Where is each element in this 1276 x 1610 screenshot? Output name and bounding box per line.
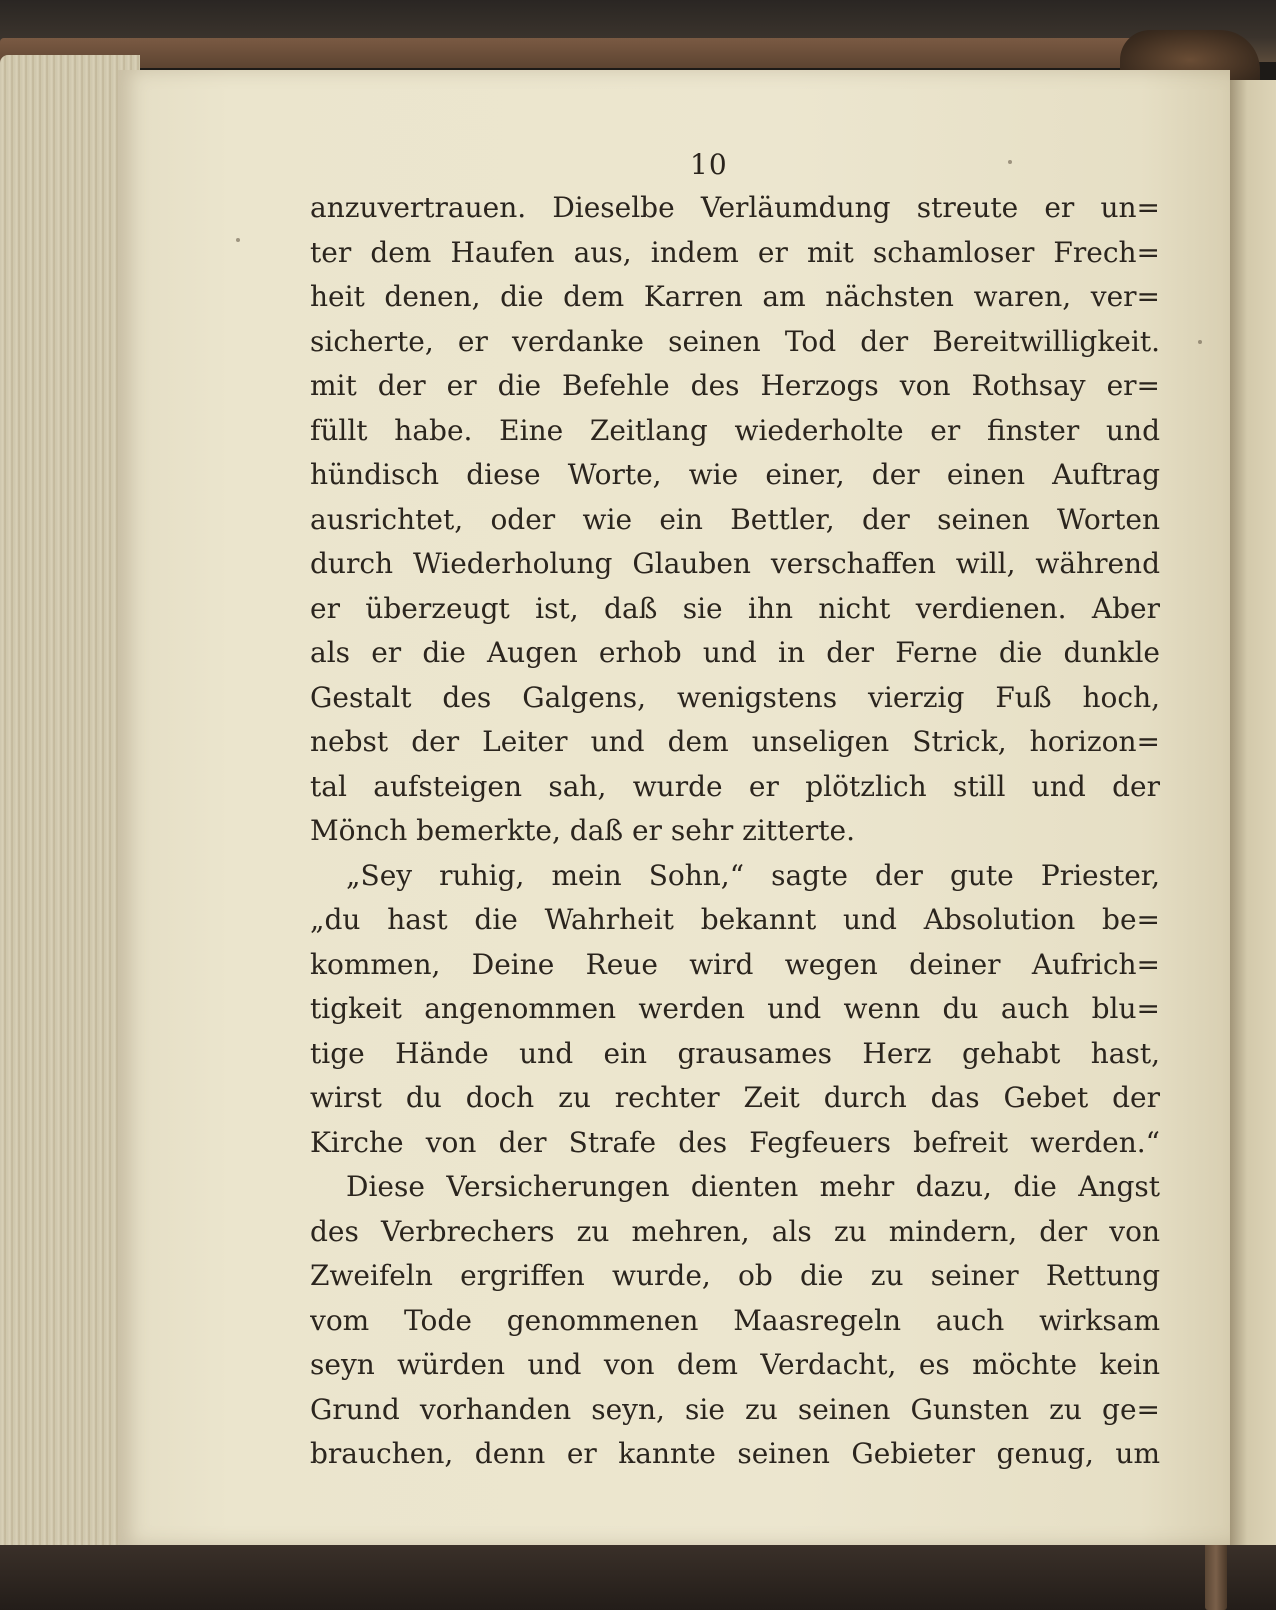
paper-spot (1198, 340, 1202, 344)
text-line: er überzeugt ist, daß sie ihn nicht verdienen. Aber (310, 591, 1160, 625)
paper-spot (236, 238, 240, 242)
text-line: seyn würden und von dem Verdacht, es möchte kein (310, 1348, 1160, 1381)
text-line: Zweifeln ergriffen wurde, ob die zu seiner Rettung (310, 1259, 1160, 1292)
text-line: sicherte, er verdanke seinen Tod der Bereitwilligkeit. (310, 324, 1160, 358)
scan-background-bottom (0, 1545, 1276, 1610)
text-line: mit der er die Befehle des Herzogs von Rothsay er= (310, 369, 1160, 402)
text-line: „Sey ruhig, mein Sohn,“ sagte der gute Priester, (346, 858, 1160, 892)
text-line: ter dem Haufen aus, indem er mit schamloser Frech= (310, 235, 1160, 269)
text-line: hündisch diese Worte, wie einer, der einen Auftrag (310, 458, 1160, 491)
text-line: Diese Versicherungen dienten mehr dazu, die Angst (346, 1170, 1160, 1203)
text-line: als er die Augen erhob und in der Ferne die dunkle (310, 636, 1160, 669)
text-line: nebst der Leiter und dem unseligen Strick, horizon= (310, 725, 1160, 758)
text-line: brauchen, denn er kannte seinen Gebieter genug, um (310, 1437, 1160, 1470)
book-cover-edge (0, 38, 1210, 68)
text-line: kommen, Deine Reue wird wegen deiner Aufrich= (310, 947, 1160, 981)
text-line: Grund vorhanden seyn, sie zu seinen Gunsten zu ge= (310, 1392, 1160, 1426)
text-line: wirst du doch zu rechter Zeit durch das Gebet der (310, 1081, 1160, 1114)
text-line: „du hast die Wahrheit bekannt und Absolution be= (310, 903, 1160, 936)
page-number: 10 (690, 148, 728, 181)
text-line: füllt habe. Eine Zeitlang wiederholte er finster und (310, 413, 1160, 447)
text-line: Mönch bemerkte, daß er sehr zitterte. (310, 814, 855, 847)
paper-spot (1008, 160, 1012, 164)
text-line: tal aufsteigen sah, wurde er plötzlich still und der (310, 769, 1160, 803)
text-line: vom Tode genommenen Maasregeln auch wirksam (310, 1303, 1160, 1337)
text-line: Gestalt des Galgens, wenigstens vierzig Fuß hoch, (310, 680, 1160, 714)
text-line: durch Wiederholung Glauben verschaffen will, während (310, 547, 1160, 580)
text-line: des Verbrechers zu mehren, als zu mindern, der von (310, 1214, 1160, 1248)
text-line: ausrichtet, oder wie ein Bettler, der seinen Worten (310, 502, 1160, 536)
text-line: Kirche von der Strafe des Fegfeuers befreit werden.“ (310, 1125, 1160, 1159)
text-line: anzuvertrauen. Dieselbe Verläumdung streute er un= (310, 191, 1160, 224)
text-line: tige Hände und ein grausames Herz gehabt hast, (310, 1036, 1160, 1070)
facing-page-edge (1228, 80, 1276, 1550)
body-text (310, 186, 1160, 1477)
text-line: tigkeit angenommen werden und wenn du auch blu= (310, 992, 1160, 1025)
text-line: heit denen, die dem Karren am nächsten waren, ver= (310, 280, 1160, 313)
